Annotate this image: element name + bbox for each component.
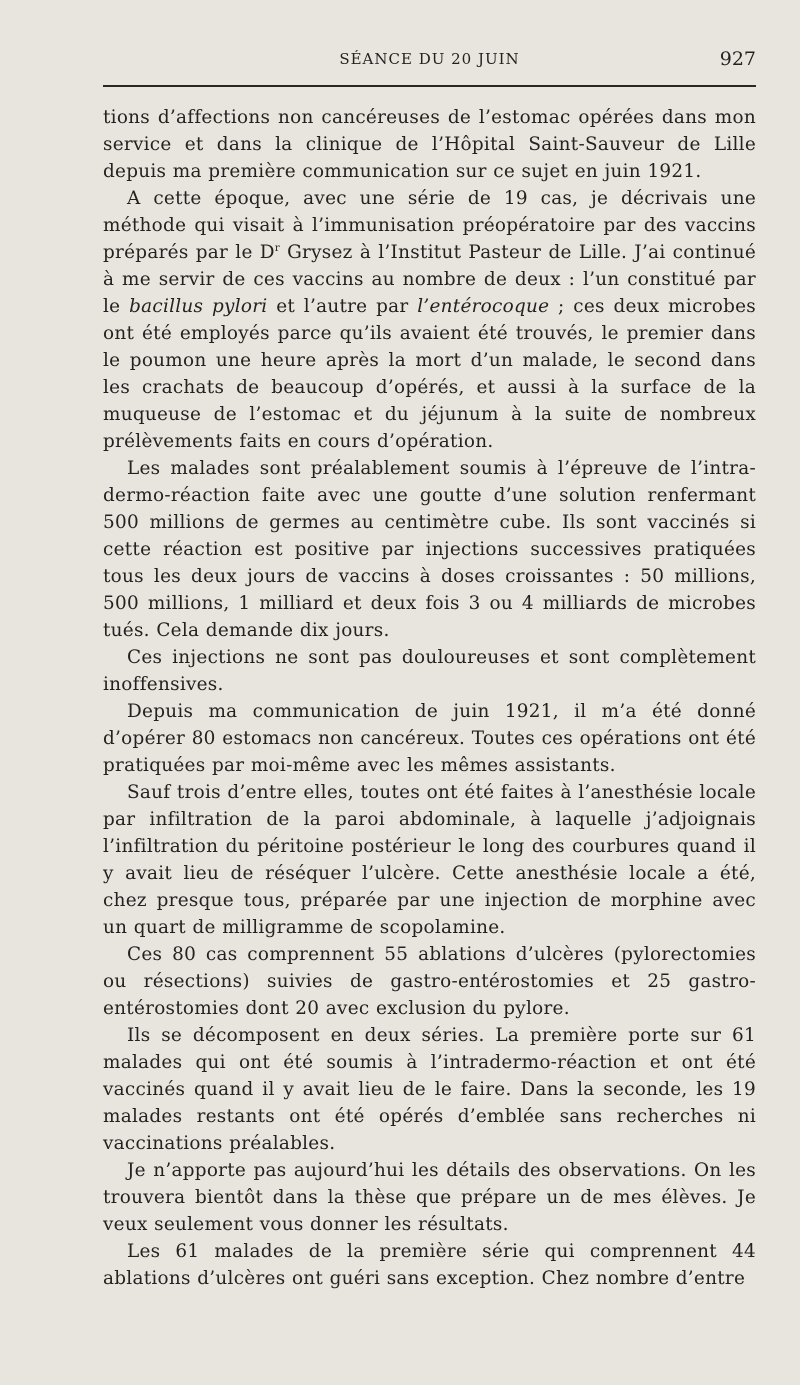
paragraph-9: [103, 1157, 756, 1238]
paragraph-7: [103, 941, 756, 1022]
header-title: SÉANCE DU 20 JUIN: [339, 50, 520, 68]
paragraph-1: [103, 104, 756, 185]
paragraph-3-text: Les malades sont préalablement soumis à l’épreuve de l’intra-dermo-réaction faite avec une goutte d’une solution renfermant 500 millions de germes au centimètre cube. Ils sont vaccinés si cette réaction est positive par injections successives pratiquées tous les deux jours de vaccins à doses croissantes : 50 millions, 500 millions, 1 milliard et deux fois 3 ou 4 milliards de microbes tués. Cela demande dix jours.: [103, 458, 756, 641]
page-number: 927: [719, 48, 756, 70]
paragraph-7-text: Ces 80 cas comprennent 55 ablations d’ulcères (pylorectomies ou résections) suivies de gastro-entérostomies et 25 gastro-entérostomies dont 20 avec exclusion du pylore.: [103, 944, 756, 1019]
paragraph-8-text: Ils se décomposent en deux séries. La première porte sur 61 malades qui ont été soumis à l’intradermo-réaction et ont été vaccinés quand il y avait lieu de le faire. Dans la seconde, les 19 malades restants ont été opérés d’emblée sans recherches ni vaccinations préalables.: [103, 1025, 756, 1154]
paragraph-9-text: Je n’apporte pas aujourd’hui les détails des observations. On les trouvera bientôt dans la thèse que prépare un de mes élèves. Je veux seulement vous donner les résultats.: [103, 1160, 756, 1235]
paragraph-8: [103, 1022, 756, 1157]
paragraph-6-text: Sauf trois d’entre elles, toutes ont été faites à l’anesthésie locale par infiltration de la paroi abdominale, à laquelle j’adjoignais l’infiltration du péritoine postérieur le long des courbures quand il y avait lieu de réséquer l’ulcère. Cette anesthésie locale a été, chez presque tous, préparée par une injection de morphine avec un quart de milligramme de scopolamine.: [103, 782, 756, 938]
paragraph-10-text: Les 61 malades de la première série qui comprennent 44 ablations d’ulcères ont guéri sans exception. Chez nombre d’entre: [103, 1241, 756, 1289]
paragraph-4-text: Ces injections ne sont pas douloureuses et sont complètement inoffensives.: [103, 647, 756, 695]
bacillus-pylori-term: bacillus pylori: [129, 296, 268, 317]
paragraph-3: [103, 455, 756, 644]
paragraph-2-text-between-terms: et l’autre par: [267, 296, 418, 317]
paragraph-10: [103, 1238, 756, 1292]
header-rule: [103, 85, 756, 87]
paragraph-2-text-after-title: Grysez à l’Institut Pasteur de Lille. J’ai continué à me servir de ces vaccins au nombre de deux : l’un constitué par le: [103, 242, 756, 317]
paragraph-5-text: Depuis ma communication de juin 1921, il m’a été donné d’opérer 80 estomacs non cancéreux. Toutes ces opérations ont été pratiquées par moi-même avec les mêmes assistants.: [103, 701, 756, 776]
running-header: [103, 42, 756, 72]
article-body: [103, 104, 756, 1292]
doctor-superscript: r: [274, 242, 280, 254]
paragraph-5: [103, 698, 756, 779]
paragraph-2-text-start: A cette époque, avec une série de 19 cas, je décrivais une méthode qui visait à l’immunisation préopératoire par des vaccins préparés par le D: [103, 188, 756, 263]
paragraph-4: [103, 644, 756, 698]
paragraph-1-text: tions d’affections non cancéreuses de l’estomac opérées dans mon service et dans la clinique de l’Hôpital Saint-Sauveur de Lille depuis ma première communication sur ce sujet en juin 1921.: [103, 107, 756, 182]
paragraph-2-text-end: ; ces deux microbes ont été employés parce qu’ils avaient été trouvés, le premier dans le poumon une heure après la mort d’un malade, le second dans les crachats de beaucoup d’opérés, et aussi à la surface de la muqueuse de l’estomac et du jéjunum à la suite de nombreux prélèvements faits en cours d’opération.: [103, 296, 757, 452]
enterocoque-term: l’entérocoque: [417, 296, 550, 317]
paragraph-2: [103, 185, 756, 455]
paragraph-6: [103, 779, 756, 941]
